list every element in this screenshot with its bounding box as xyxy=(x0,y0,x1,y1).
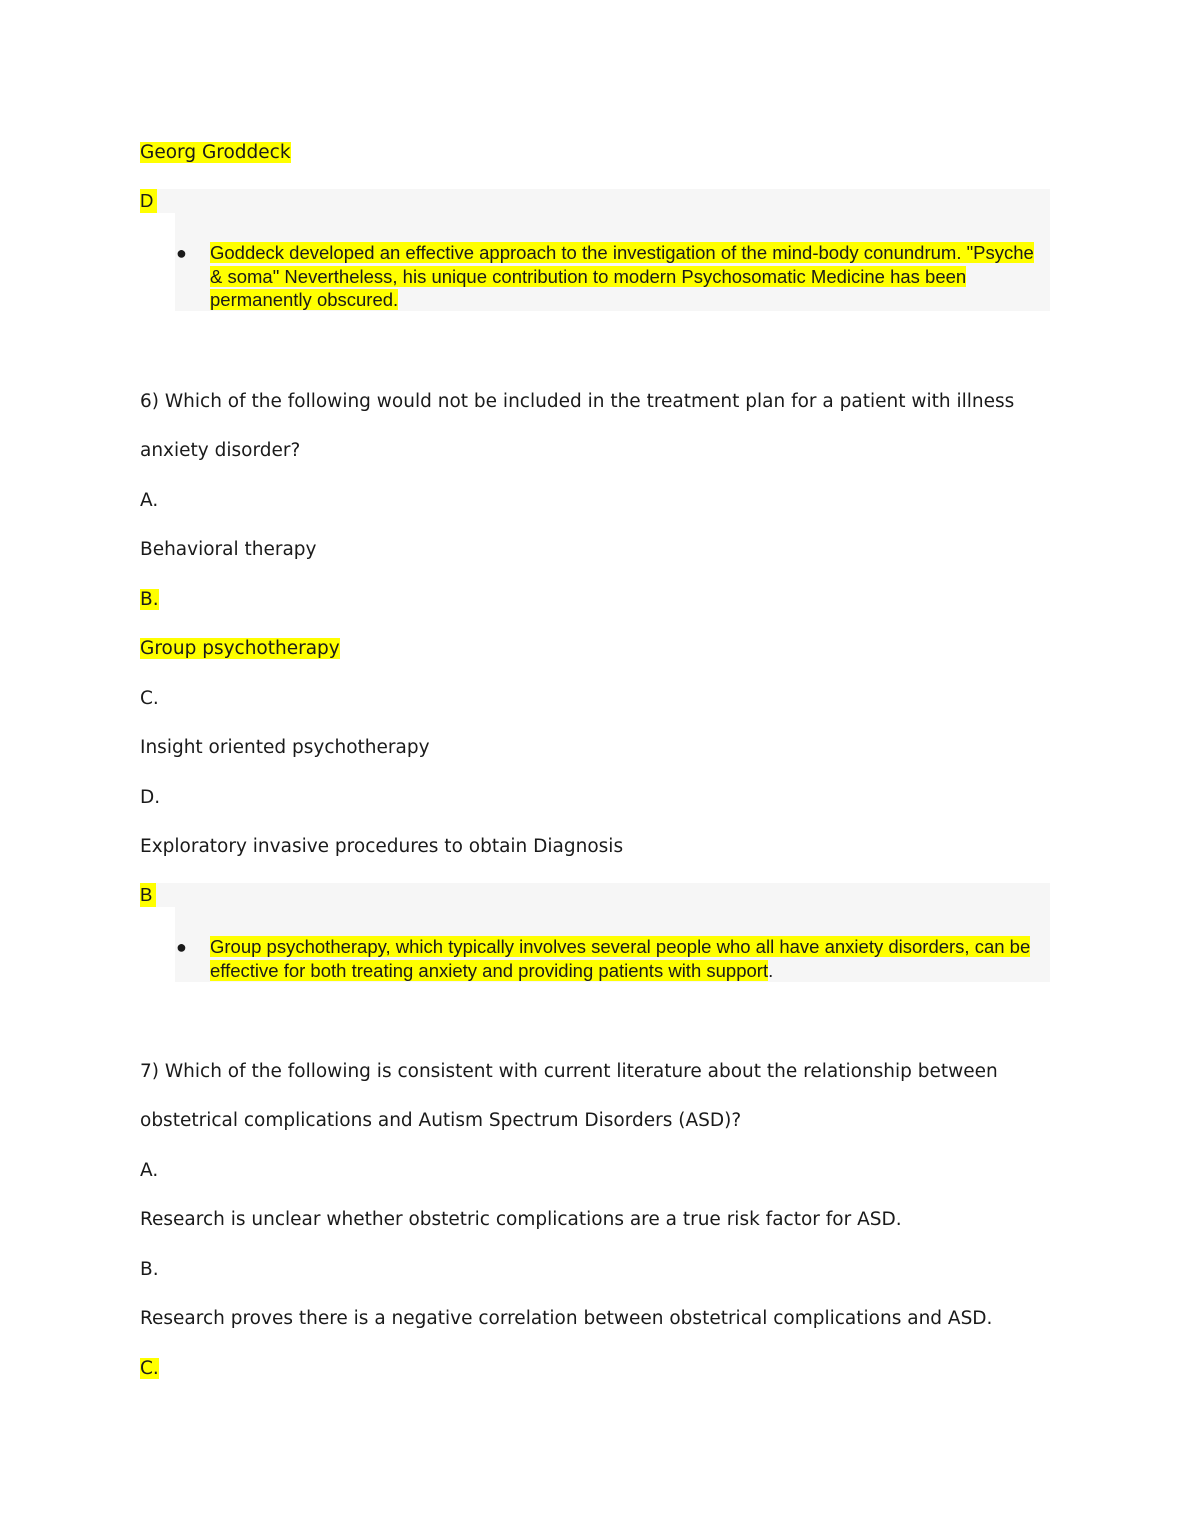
question-6-line-2: anxiety disorder? xyxy=(140,440,301,461)
answer-explanation xyxy=(210,935,1050,982)
heading-line xyxy=(140,141,291,165)
option-text-a: Research is unclear whether obstetric complications are a true risk factor for ASD. xyxy=(140,1209,902,1230)
question-6-line-1: 6) Which of the following would not be included in the treatment plan for a patient with illness xyxy=(140,391,1015,412)
option-letter-a: A. xyxy=(140,1160,159,1181)
option-letter-c xyxy=(140,1357,159,1381)
bullet-icon: ● xyxy=(176,243,187,263)
answer-letter: B xyxy=(140,883,156,907)
option-text-d: Exploratory invasive procedures to obtain Diagnosis xyxy=(140,836,624,857)
option-letter-c: C. xyxy=(140,688,159,709)
question-7-line-1: 7) Which of the following is consistent with current literature about the relationship between xyxy=(140,1061,998,1082)
bullet-icon: ● xyxy=(176,937,187,957)
option-text-a: Behavioral therapy xyxy=(140,539,317,560)
option-letter-b-text: B. xyxy=(140,589,159,610)
answer-letter: D xyxy=(140,189,157,213)
option-text-b-value: Group psychotherapy xyxy=(140,638,340,659)
answer-explanation-box xyxy=(140,189,1050,311)
question-7-line-2: obstetrical complications and Autism Spectrum Disorders (ASD)? xyxy=(140,1110,742,1131)
answer-explanation-text: Group psychotherapy, which typically involves several people who all have anxiety disorders, can be effective for both treating anxiety and providing patients with support xyxy=(210,936,1031,981)
answer-explanation-text: Goddeck developed an effective approach to the investigation of the mind-body conundrum. "Psyche & soma" Nevertheless, his unique contribution to modern Psychosomatic Medicine has been permanently obscured. xyxy=(210,242,1034,310)
box-indent xyxy=(140,907,175,982)
option-letter-c-text: C. xyxy=(140,1358,159,1379)
option-text-c: Insight oriented psychotherapy xyxy=(140,737,430,758)
answer-explanation xyxy=(210,241,1050,312)
box-indent xyxy=(140,213,175,311)
option-letter-b: B. xyxy=(140,1259,159,1280)
heading-text: Georg Groddeck xyxy=(140,142,291,163)
option-text-b xyxy=(140,637,340,661)
option-text-b: Research proves there is a negative correlation between obstetrical complications and ASD. xyxy=(140,1308,993,1329)
option-letter-b xyxy=(140,588,159,612)
answer-explanation-tail: . xyxy=(768,959,774,981)
option-letter-d: D. xyxy=(140,787,161,808)
option-letter-a: A. xyxy=(140,490,159,511)
answer-explanation-box xyxy=(140,883,1050,982)
